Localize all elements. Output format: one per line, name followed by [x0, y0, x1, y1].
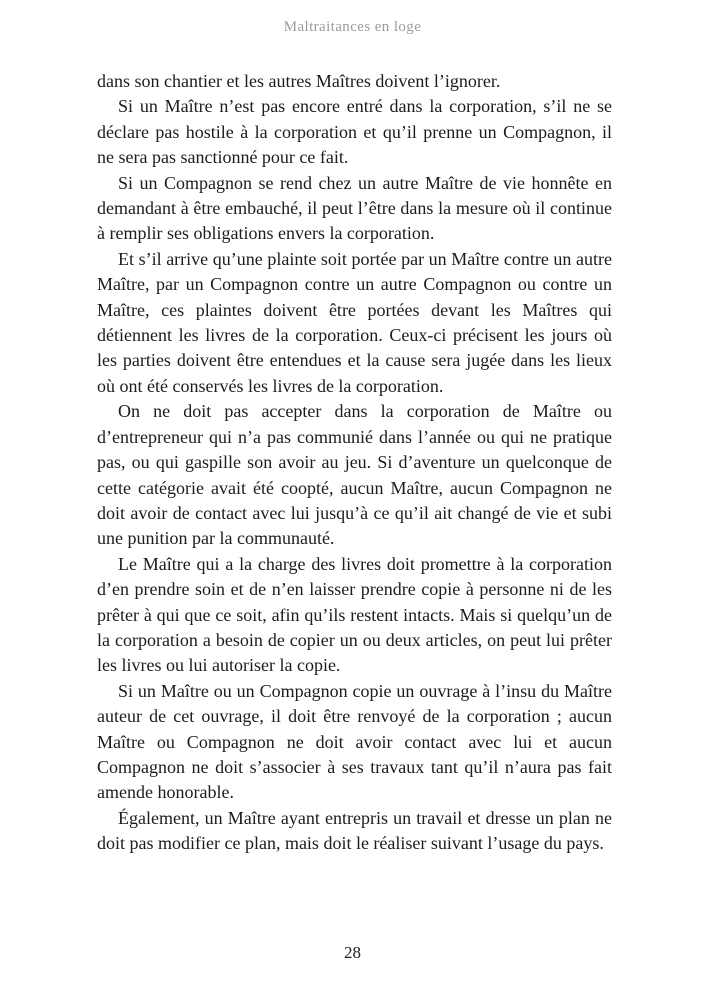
page-body [97, 69, 612, 857]
paragraph: Le Maître qui a la charge des livres doit promettre à la corporation d’en prendre soin et de n’en laisser prendre copie à personne ni de les prêter à qui que ce soit, afin qu’ils restent intacts. Mais si quelqu’un de la corporation a besoin de copier un ou deux articles, on peut lui prêter les livres ou lui autoriser la copie. [97, 553, 612, 676]
paragraph: dans son chantier et les autres Maîtres doivent l’ignorer. [97, 71, 501, 91]
paragraph: On ne doit pas accepter dans la corporation de Maître ou d’entrepreneur qui n’a pas communié dans l’année ou qui ne pratique pas, ou qui gaspille son avoir au jeu. Si d’aventure un quelconque de cette catégorie avait été coopté, aucun Maître, aucun Compagnon ne doit avoir de contact avec lui jusqu’à ce qu’il ait changé de vie et subi une punition par la communauté. [97, 401, 612, 549]
paragraph: Également, un Maître ayant entrepris un travail et dresse un plan ne doit pas modifier ce plan, mais doit le réaliser suivant l’usage du pays. [97, 807, 612, 854]
page-number: 28 [344, 943, 361, 962]
running-header [0, 19, 705, 36]
paragraph: Si un Maître ou un Compagnon copie un ouvrage à l’insu du Maître auteur de cet ouvrage, il doit être renvoyé de la corporation ; aucun Maître ou Compagnon ne doit avoir contact avec lui et aucun Compagnon ne doit s’associer à ses travaux tant qu’il n’aura pas fait amende honorable. [97, 680, 612, 803]
paragraph: Si un Compagnon se rend chez un autre Maître de vie honnête en demandant à être embauché, il peut l’être dans la mesure où il continue à remplir ses obligations envers la corporation. [97, 172, 612, 244]
page-footer [0, 943, 705, 963]
paragraph: Si un Maître n’est pas encore entré dans la corporation, s’il ne se déclare pas hostile à la corporation et qu’il prenne un Compagnon, il ne sera pas sanctionné pour ce fait. [97, 96, 612, 168]
paragraph: Et s’il arrive qu’une plainte soit portée par un Maître contre un autre Maître, par un Compagnon contre un autre Compagnon ou contre un Maître, ces plaintes doivent être portées devant les Maîtres qui détiennent les livres de la corporation. Ceux-ci précisent les jours où les parties doivent être entendues et la cause sera jugée dans les lieux où ont été conservés les livres de la corporation. [97, 248, 612, 396]
running-header-title: Maltraitances en loge [283, 19, 422, 35]
